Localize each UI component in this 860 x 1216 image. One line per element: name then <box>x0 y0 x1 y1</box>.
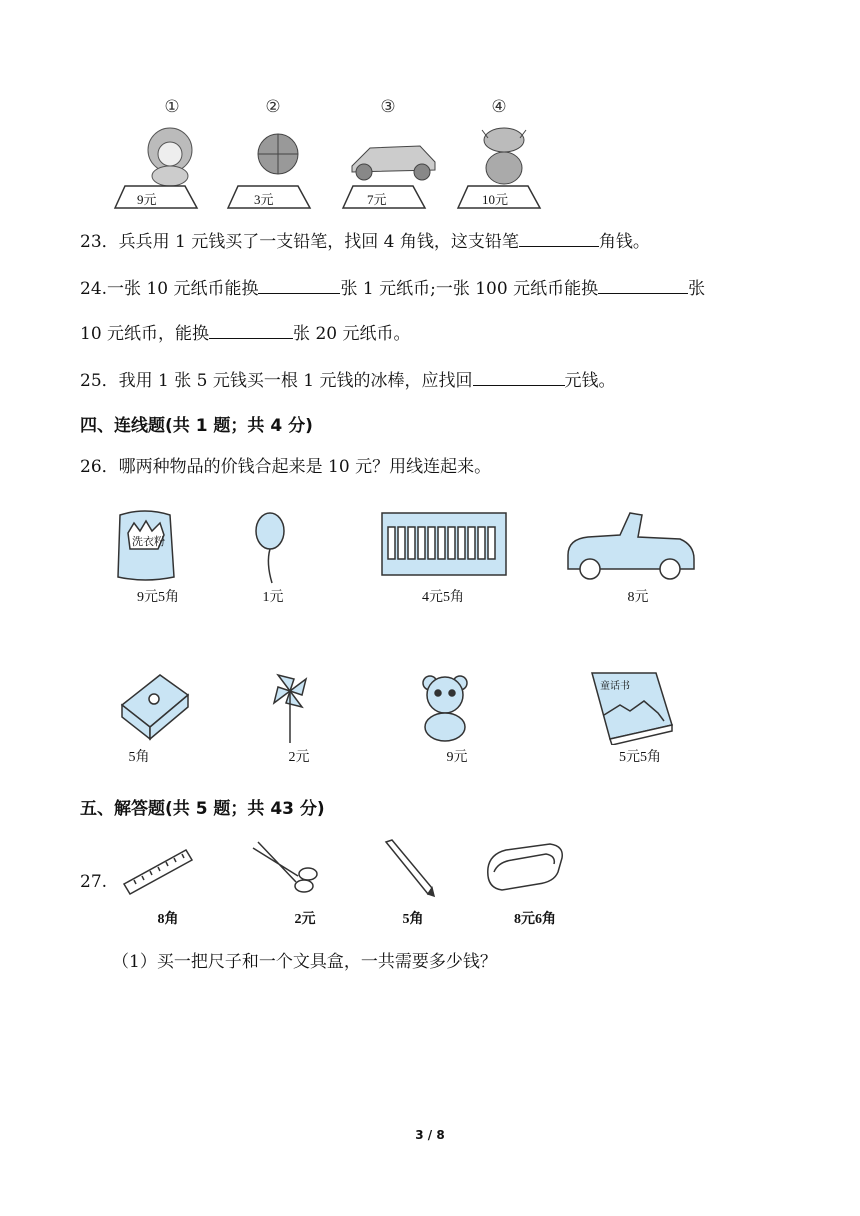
question-27-part-1: （1）买一把尺子和一个文具盒，一共需要多少钱？ <box>112 952 497 972</box>
crayon-box-icon <box>382 513 506 575</box>
question-26: 26．哪两种物品的价钱合起来是 10 元？用线连起来。 <box>80 457 492 477</box>
section-4-heading: 四、连线题(共 1 题；共 4 分) <box>80 416 313 436</box>
question-23: 23．兵兵用 1 元钱买了一支铅笔，找回 4 角钱，这支铅笔 角钱。 <box>80 228 650 254</box>
question-24-line2: 10 元纸币，能换 张 20 元纸币。 <box>80 320 411 346</box>
question-27-number: 27. <box>80 872 108 892</box>
toy-car-icon <box>568 513 694 579</box>
cow-toy-icon <box>482 128 526 184</box>
stationery-illustration <box>118 838 578 900</box>
detergent-label: 洗衣粉 <box>132 535 165 548</box>
pencil-sharpener-icon <box>122 675 188 739</box>
pencil-price: 5角 <box>402 912 424 927</box>
pinwheel-icon <box>274 675 306 743</box>
race-car-icon <box>352 146 435 180</box>
row2-price-4: 5元5角 <box>619 750 661 765</box>
price-tag-1-text: 9元 <box>137 192 157 207</box>
item-number-1: ① <box>164 97 180 117</box>
ruler-icon <box>124 850 192 894</box>
price-tag-4-text: 10元 <box>482 192 509 207</box>
ruler-price: 8角 <box>157 912 179 927</box>
matching-row-1-illustrations <box>110 505 730 585</box>
price-tag-2-text: 3元 <box>254 192 274 207</box>
page-number: 3 / 8 <box>415 1128 445 1142</box>
row1-price-3: 4元5角 <box>422 590 464 605</box>
row2-price-2: 2元 <box>288 750 310 765</box>
answer-blank-23[interactable] <box>519 228 599 247</box>
answer-blank-24a[interactable] <box>258 275 340 294</box>
answer-blank-25[interactable] <box>473 367 565 386</box>
price-tag-3-text: 7元 <box>367 192 387 207</box>
ball-icon <box>258 134 298 174</box>
question-24-line1: 24.一张 10 元纸币能换 张 1 元纸币;一张 100 元纸币能换 张 <box>80 275 705 301</box>
row1-price-2: 1元 <box>262 590 284 605</box>
scissors-icon <box>253 842 317 892</box>
row2-price-3: 9元 <box>446 750 468 765</box>
doll-icon <box>148 128 192 186</box>
row2-price-1: 5角 <box>128 750 150 765</box>
row1-price-4: 8元 <box>627 590 649 605</box>
pencil-icon <box>386 840 434 896</box>
row1-price-1: 9元5角 <box>137 590 179 605</box>
pencil-case-price: 8元6角 <box>514 912 556 927</box>
detergent-bag-icon <box>118 511 174 580</box>
item-number-4: ④ <box>491 97 507 117</box>
section-5-heading: 五、解答题(共 5 题；共 43 分) <box>80 799 325 819</box>
matching-row-2-illustrations <box>110 665 730 745</box>
item-number-2: ② <box>265 97 281 117</box>
scissors-price: 2元 <box>294 912 316 927</box>
pencil-case-icon <box>488 844 562 890</box>
answer-blank-24b[interactable] <box>598 275 688 294</box>
item-number-3: ③ <box>380 97 396 117</box>
answer-blank-24c[interactable] <box>209 320 293 339</box>
question-25: 25．我用 1 张 5 元钱买一根 1 元钱的冰棒，应找回 元钱。 <box>80 367 616 393</box>
teddy-bear-icon <box>423 676 467 741</box>
storybook-icon <box>592 673 672 745</box>
balloon-icon <box>256 513 284 583</box>
storybook-label: 童话书 <box>600 681 630 692</box>
